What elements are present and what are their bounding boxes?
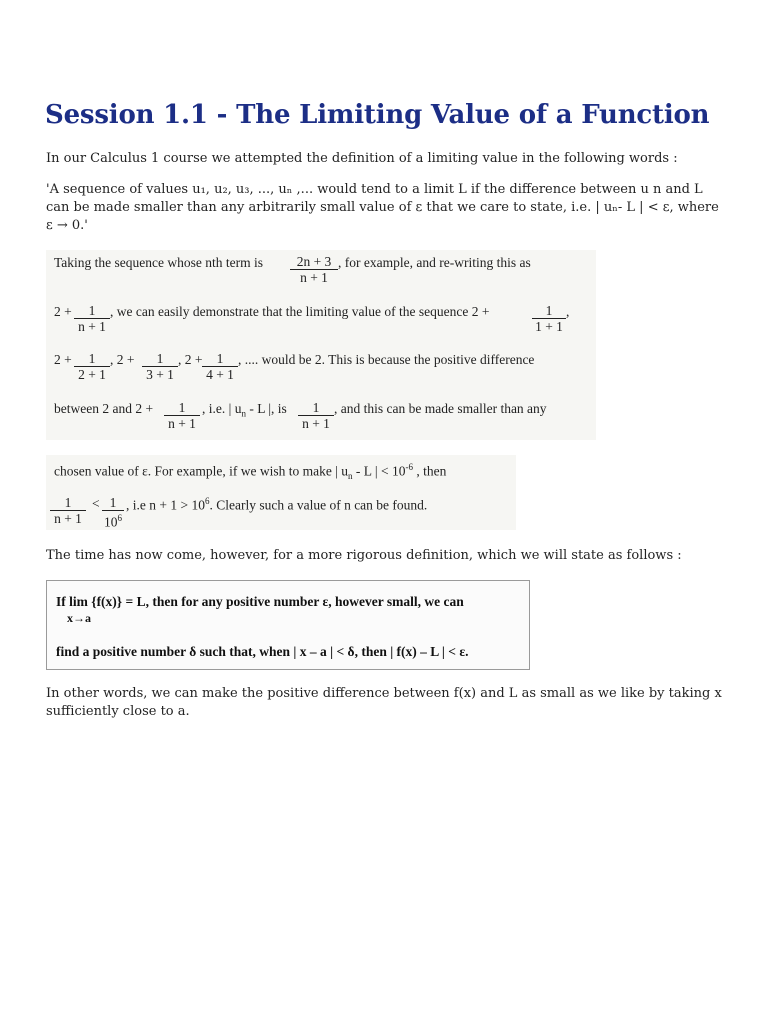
sequence-term-3-prefix: , 2 + [178, 352, 203, 367]
fraction-1-over-n1: $\frac{1}{n + 1}$ [74, 303, 110, 334]
example-line4-post: , and this can be made smaller than any [334, 401, 547, 416]
fraction-2n3-over-n1: $\frac{2n + 3}{n + 1}$ [290, 254, 338, 285]
fraction-1-over-10e6: $\frac{1}{10^6}$ [104, 495, 122, 530]
definition-line2: find a positive number δ such that, when | x – a | < δ, then | f(x) – L | < ε. [56, 644, 469, 659]
example-line1-post: , for example, and re-writing this as [338, 255, 531, 270]
intro-paragraph: In our Calculus 1 course we attempted the definition of a limiting value in the following words : [46, 151, 678, 166]
less-than-sign: < [92, 496, 100, 511]
conclusion-paragraph: In other words, we can make the positive difference between f(x) and L as small as we like by taking x sufficiently close to a. [46, 686, 722, 719]
fraction-1-over-n1-d: $\frac{1}{n + 1}$ [50, 495, 86, 526]
fraction-1-over-2plus1: $\frac{1}{2 + 1}$ [74, 351, 110, 382]
fraction-1-over-4plus1: $\frac{1}{4 + 1}$ [202, 351, 238, 382]
example-line1-pre: Taking the sequence whose nth term is [54, 255, 263, 270]
example-line4-pre: between 2 and 2 + [54, 401, 154, 416]
example-line2-mid: , we can easily demonstrate that the limiting value of the sequence 2 + [110, 304, 490, 319]
fraction-1-over-n1-c: $\frac{1}{n + 1}$ [298, 400, 334, 431]
page-title: Session 1.1 - The Limiting Value of a Function [45, 100, 710, 130]
epsilon-example-figure: chosen value of ε. For example, if we wish to make | $u_n$ - L | < $10^{-6}$ , then $\frac{1}{n + 1}$ < $\frac{1}{10^6}$ , i.e $n + 1 > 10^6$. Clearly such a value of n can be found. [46, 455, 516, 530]
definition-line1: If lim {f(x)} = L, then for any positive number ε, however small, we can [56, 594, 464, 609]
example-line4-mid: , i.e. | u [202, 401, 242, 416]
sequence-example-figure: Taking the sequence whose nth term is $\frac{2n + 3}{n + 1}$ , for example, and re-writing this as 2 + $\frac{1}{n + 1}$ , we can easily demonstrate that the limiting value of the sequence 2 + $\frac{1}{1 + 1}$ , 2 + $\frac{1}{2 + 1}$ , 2 + $\frac{1}{3 + 1}$ , 2 + $\frac{1}{4 + 1}$ , .... would be 2. This is because the positive difference between 2 and 2 + $\frac{1}{n + 1}$ , i.e. | $u_n$ - L |, is $\frac{1}{n + 1}$ , and this can be made smaller than any [46, 250, 596, 440]
example-line6-post: , i.e n + 1 > 10 [126, 497, 205, 513]
transition-paragraph: The time has now come, however, for a more rigorous definition, which we will state as follows : [46, 548, 682, 563]
limit-subscript: x→a [67, 611, 91, 625]
example-line3-post: , .... would be 2. This is because the positive difference [238, 352, 535, 367]
sequence-term-1-prefix: 2 + [54, 352, 72, 367]
example-line2-post: , [566, 304, 570, 319]
quote-paragraph: 'A sequence of values u₁, u₂, u₃, ..., uₙ ,... would tend to a limit L if the difference between u n and L can be made smaller than any arbitrarily small value of ε that we care to state, i.e. | uₙ- L | < ε, where ε → 0.' [46, 182, 719, 233]
fraction-1-over-n1-b: $\frac{1}{n + 1}$ [164, 400, 200, 431]
fraction-1-over-3plus1: $\frac{1}{3 + 1}$ [142, 351, 178, 382]
example-line2-pre: 2 + [54, 304, 72, 319]
example-line5: chosen value of ε. For example, if we wish to make | u [54, 463, 349, 479]
fraction-1-over-1plus1: $\frac{1}{1 + 1}$ [532, 303, 566, 334]
sequence-term-2-prefix: , 2 + [110, 352, 135, 367]
definition-box [46, 580, 530, 670]
